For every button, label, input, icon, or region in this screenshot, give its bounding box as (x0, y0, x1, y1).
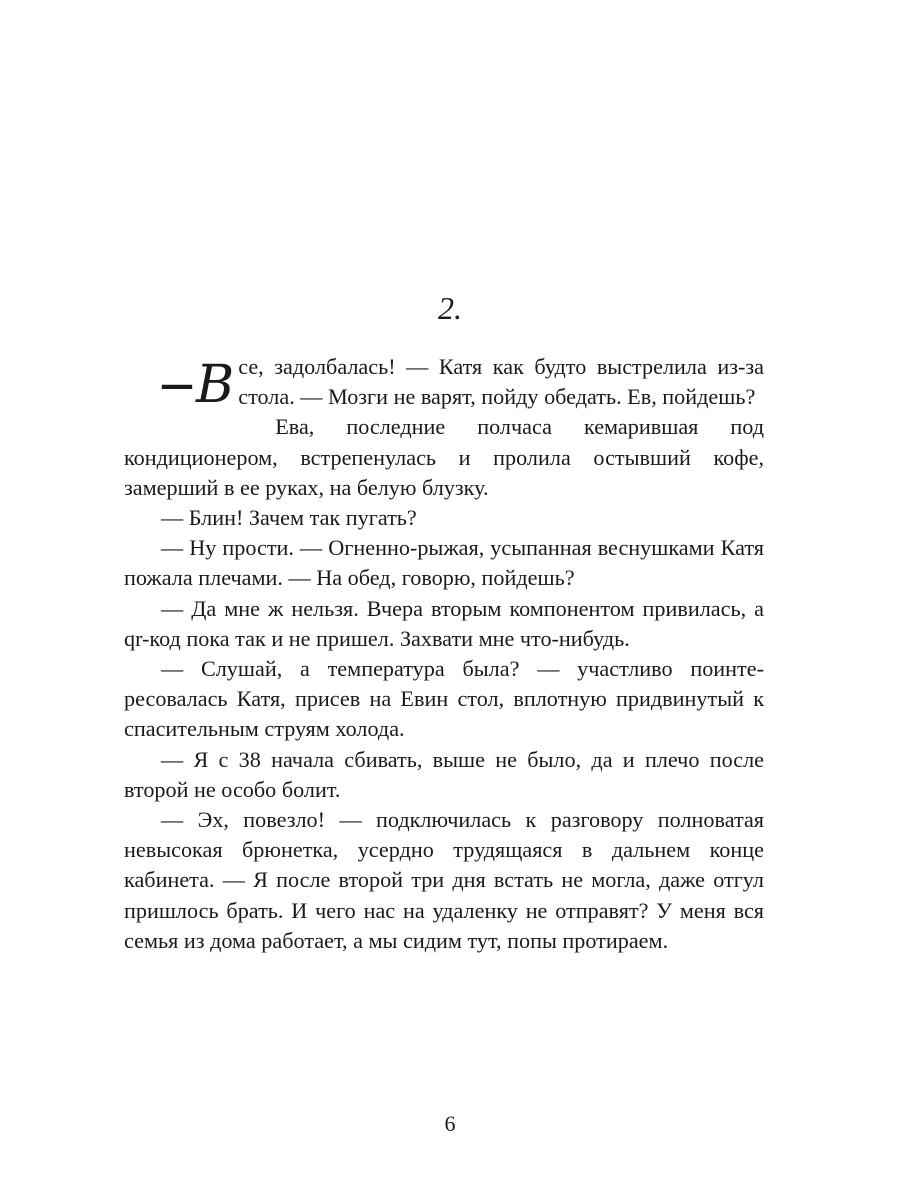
page-number: 6 (444, 1111, 456, 1136)
paragraph: — Я с 38 начала сбивать, выше не было, да и плечо после второй не особо болит. (124, 746, 764, 802)
paragraph: Ева, последние полчаса кемарившая под кондиционером, встрепенулась и пролила остывший кофе, замерший в ее руках, на белую блузку. (124, 414, 764, 500)
paragraph: — Ну прости. — Огненно-рыжая, усыпанная веснушками Катя пожала плечами. — На обед, говорю, пойдешь? (124, 535, 764, 591)
drop-cap-dash: — (160, 365, 194, 405)
paragraph: — Да мне ж нельзя. Вчера вторым компонентом привилась, а qr-код пока так и не пришел. Захвати мне что-нибудь. (124, 595, 764, 651)
body-text (124, 352, 764, 956)
paragraph-text: се, задолбалась! — Катя как будто выстрелила из-за стола. — Мозги не варят, пойду обедать. Ев, пойдешь? (238, 354, 764, 410)
paragraph: — Эх, повезло! — подключилась к разговору полноватая невысокая брюнетка, усердно трудящаяся в дальнем конце кабинета. — Я после второй три дня встать не могла, даже отгул пришлось брать. И чего нас на удаленку не отправят? У меня вся семья из дома работает, а мы сидим тут, попы протираем. (124, 807, 764, 953)
drop-cap-letter: В (196, 355, 235, 415)
paragraph: — Блин! Зачем так пугать? (161, 505, 417, 531)
paragraph: — Слушай, а температура была? — участливо поинтересовалась Катя, присев на Евин стол, вплотную придвинутый к спасительным струям холода. (124, 656, 764, 742)
drop-cap (124, 356, 234, 414)
paragraph-opening (124, 352, 764, 415)
chapter-number: 2. (438, 290, 462, 326)
